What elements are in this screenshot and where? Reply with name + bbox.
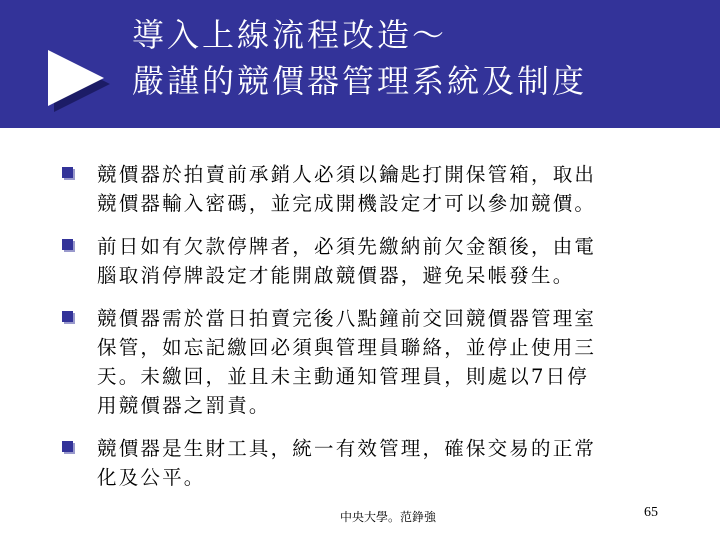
page-number: 65 [644,505,658,520]
bullet-text: 前日如有欠款停牌者，必須先繳納前欠金額後，由電 腦取消停牌設定才能開啟競價器，避免呆帳發生。 [97,235,597,287]
slide-title [132,12,712,104]
right-arrow-icon [48,50,114,112]
title-banner [0,0,720,128]
bullet-text: 競價器於拍賣前承銷人必須以鑰匙打開保管箱，取出 競價器輸入密碼，並完成開機設定才可以參加競價。 [97,163,597,215]
footer-credit: 中央大學。范錚強 [340,510,437,524]
square-bullet-icon [62,167,75,180]
bullet-list [62,160,662,506]
bullet-text: 競價器是生財工具，統一有效管理，確保交易的正常 化及公平。 [97,437,597,489]
list-item [62,232,662,290]
list-item [62,434,662,492]
list-item [62,304,662,420]
bullet-text: 競價器需於當日拍賣完後八點鐘前交回競價器管理室 保管，如忘記繳回必須與管理員聯絡，並停止使用三 天。未繳回，並且未主動通知管理員，則處以7日停 用競價器之罰責。 [97,307,597,417]
title-line-1: 導入上線流程改造～ [132,16,448,54]
square-bullet-icon [62,441,75,454]
square-bullet-icon [62,239,75,252]
list-item [62,160,662,218]
title-line-2: 嚴謹的競價器管理系統及制度 [132,62,588,100]
square-bullet-icon [62,311,75,324]
